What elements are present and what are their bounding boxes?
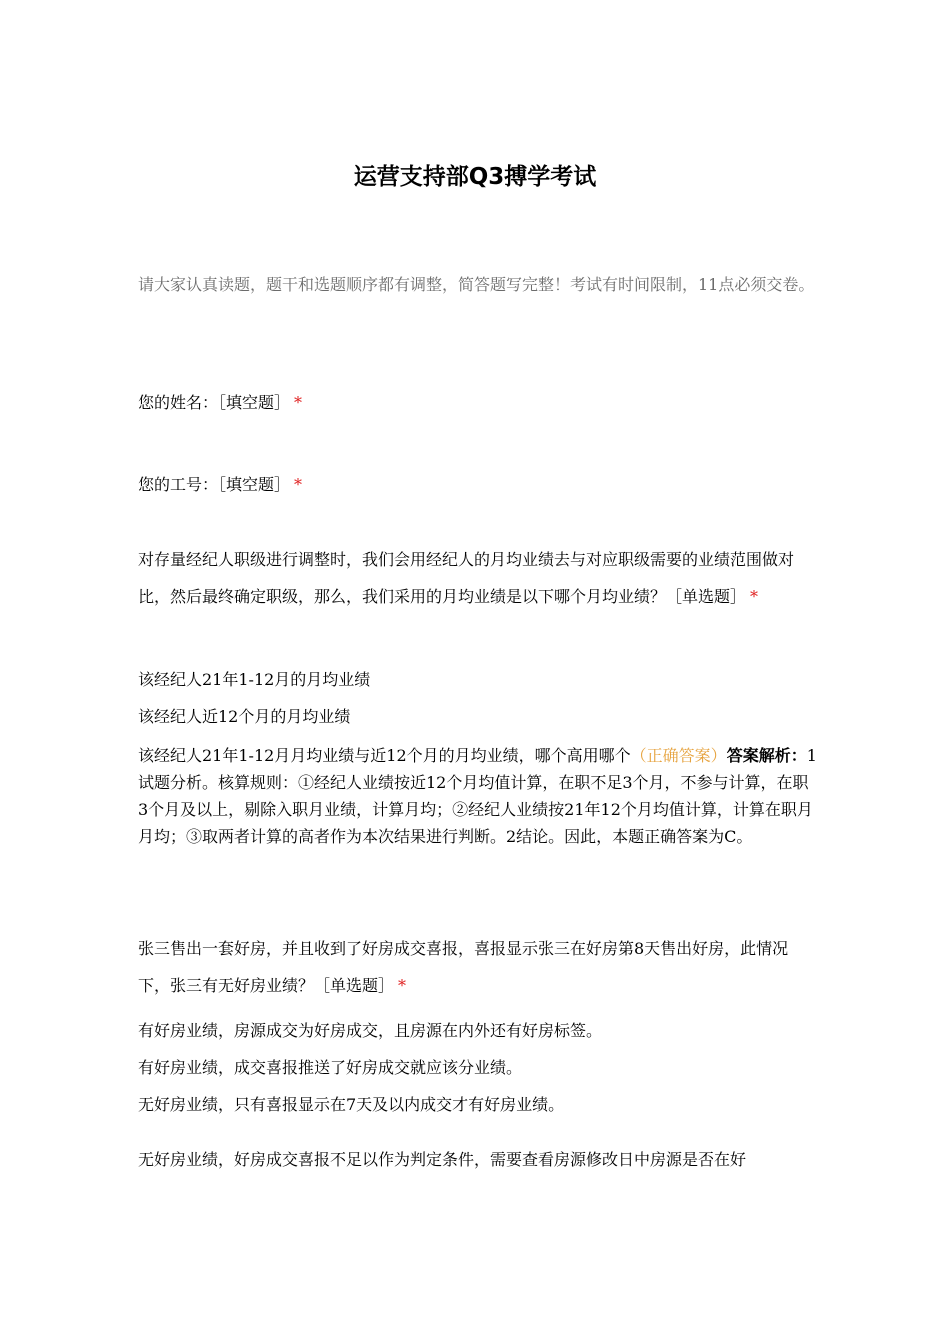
required-mark: * [294, 475, 303, 494]
explanation-text: 1试题分析。核算规则：①经纪人业绩按近12个月均值计算，在职不足3个月，不参与计算，在职3个月及以上，剔除入职月业绩，计算月均；②经纪人业绩按21年12个月均值计算，计算在职月月均；③取两者计算的高者作为本次结果进行判断。2结论。因此，本题正确答案为C。 [138, 746, 817, 846]
option-text: 该经纪人21年1-12月月均业绩与近12个月的月均业绩，哪个高用哪个 [138, 746, 631, 765]
field-label: 您的工号：［填空题］ [138, 475, 291, 494]
question-1-option-c[interactable] [138, 742, 818, 850]
question-2-stem [138, 930, 818, 1004]
question-2-option-b[interactable]: 有好房业绩，成交喜报推送了好房成交就应该分业绩。 [138, 1058, 523, 1077]
question-text: 对存量经纪人职级进行调整时，我们会用经纪人的月均业绩去与对应职级需要的业绩范围做对比，然后最终确定职级，那么，我们采用的月均业绩是以下哪个月均业绩？［单选题］ [138, 550, 795, 606]
question-1-option-b[interactable]: 该经纪人近12个月的月均业绩 [138, 707, 351, 726]
question-text: 张三售出一套好房，并且收到了好房成交喜报，喜报显示张三在好房第8天售出好房，此情况下，张三有无好房业绩？［单选题］ [138, 939, 789, 995]
intro-text: 请大家认真读题，题干和选题顺序都有调整，简答题写完整！考试有时间限制，11点必须交卷。 [138, 275, 815, 294]
name-field[interactable] [138, 390, 818, 413]
question-2-option-d[interactable]: 无好房业绩，好房成交喜报不足以作为判定条件，需要查看房源修改日中房源是否在好 [138, 1150, 747, 1169]
required-mark: * [294, 393, 303, 412]
question-1-option-a[interactable]: 该经纪人21年1-12月的月均业绩 [138, 670, 371, 689]
question-1-stem [138, 541, 818, 615]
field-label: 您的姓名：［填空题］ [138, 393, 291, 412]
required-mark: * [398, 976, 407, 995]
required-mark: * [750, 587, 759, 606]
explanation-label: 答案解析： [726, 746, 807, 765]
page-title: 运营支持部Q3搏学考试 [353, 164, 597, 190]
correct-answer-tag: （正确答案） [630, 746, 727, 765]
question-2-option-a[interactable]: 有好房业绩，房源成交为好房成交，且房源在内外还有好房标签。 [138, 1021, 603, 1040]
employee-id-field[interactable] [138, 472, 818, 495]
question-2-option-c[interactable]: 无好房业绩，只有喜报显示在7天及以内成交才有好房业绩。 [138, 1095, 565, 1114]
